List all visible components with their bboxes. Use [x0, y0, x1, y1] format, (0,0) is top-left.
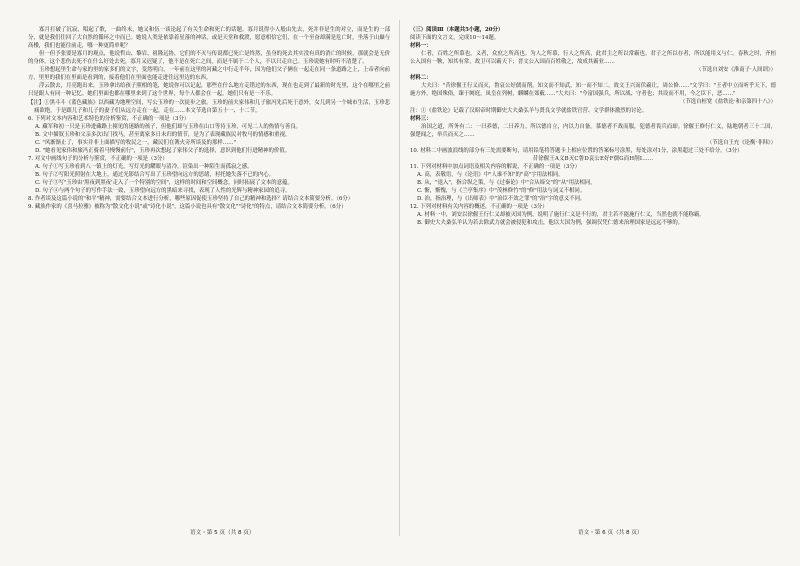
- option: B. 御史大夫桑弘羊认为若去除武力就会被侵犯和攻击，他以大国为例，强调仅凭仁德来治理国家是远远不够的。: [417, 220, 684, 226]
- material-source: （节选自王充《论衡·非韩》）: [706, 140, 776, 146]
- sentence-break-line: 昔徐偃王A义B灭C鲁D哀公E好F儒G而H削I……: [532, 156, 654, 162]
- section-heading: （三）阅读Ⅲ（本题共5小题，20分）: [410, 27, 504, 33]
- question-10: 10. 材料二中画波浪线的部分有三处需要断句，请用铅笔将答题卡上相应位置的答案标号涂黑，每处涂对1分，涂黑超过三处不给分。（3分）: [410, 148, 743, 154]
- option: D. "她看见家伟和旅冯正骑着马慢慢前行"，玉珍再次想起了家伟父子的选择，意识到他们行进精神的价值。: [35, 148, 291, 154]
- option: A. 句子①写玉珍看到八一镇上的灯光，写灯光的耀眼与清冷，渲染出一种陌生而孤寂之感。: [35, 164, 253, 170]
- left-column: [28, 26, 390, 532]
- material-source: （节选自桓宽《盐铁论·和亲第四十八》）: [679, 99, 776, 105]
- option: C. "风渐渐止了，事实并非上面描写的牧民之一，藏民们在篝火旁所谈及的那样……": [35, 140, 236, 146]
- passage-paragraph: 但一但予张要是寡月的观点，他说哲山、黎岩、祖隆远协，它们的不灭与传说都已死亡是终然，虽身的死去其实没有真的消亡的时候，那就会是无价的身体，这个悲伤去死不在什么好处去死，寡月又迟疑了，他不是在死亡之间，而是不属于二个人，不以只走自己。玉珍说她有时听不清楚了。: [28, 51, 390, 65]
- material-note: 注：①《盐铁论》记载了汉昭帝时期御史大夫桑弘羊与贤良文学就盐铁官营、文学群体激烈的讨论。: [410, 108, 648, 114]
- question-11: 11. 下列对材料中加点词语及相关内容的解说，不正确的一项是（3分）: [410, 164, 581, 170]
- question-8: 8. 作者谈及这篇小说的"和平"精神，需要结合文本进行分析，哪些原因促使玉珍坚持了自己的精神和选择？请结合文本简要分析。（6分）: [28, 196, 354, 202]
- right-column: [410, 26, 776, 532]
- page-footer-right: 语文・第 6 页（共 8 页）: [578, 530, 643, 536]
- material-text: 治国之道，所务有二：一曰养德，二曰养力。所以德自立，内以力自备。慕德者不战而服，犯德者畏兵而却。徐偃王修行仁义，陆地朝者三十二国，强楚闻之，举兵而灭之……: [410, 124, 776, 138]
- option: B. 从，"退入"，指合纵之策，与《过秦论》中"合从缔交"的"从"用法相同。: [417, 180, 596, 186]
- passage-note: 【注】①黑斗斗《蓝色藏族》以西藏为地理空间，写公玉珍的一次徒步之旅。玉珍的前夫家伟和儿子旅冯先后死于意外，女儿到另一个城市生活，玉珍悲痛欲绝，于是跟儿子和儿子的妻子们从远方走在一起，走在……本文节选自第五十一、十二节。: [28, 100, 390, 114]
- option: C. 惭，惭愧，与《兰亭集序》中"茂林修竹"的"修"用法与词义不相同。: [417, 188, 586, 194]
- passage-paragraph: 寡月打破了沉寂，唱起了歌，一曲终末，她又和伍一谈论起了有关生命和死亡的话题。寡月说得小人般由先去，死并非是生的对立，而是生的一部分，就是我们往回了大自然的循环之中而已。她说人类是依靠着星落的神话，或是天堂和救渡，愿意相信它们，在一个至奋却满是危亡时，坐落于山巅与高楼，我们也能往前走，哪一种更简单呢？: [28, 27, 390, 49]
- option: A. 高，表敬语，与《论语》中"人谁不知"的"高"字用法相同。: [417, 172, 564, 178]
- option: B. 文中描叙玉珍和父亲多次出门找马，甚至离家多日未归的情节，是为了表现藏族民对牧马的情感和重视。: [35, 132, 291, 138]
- option: D. 句子④与两个句子的写作手法一致，玉珍望向远方的黑暗来寻找，表现了人性的光辉与精神家园的追寻。: [35, 188, 291, 194]
- material-source: （节选自刘安《淮南子·人间训》）: [696, 67, 776, 73]
- material-text: 仁者，百姓之所慕也，义者，众庶之所高也。为人之所慕，行人之所高，此君主之所以常霸也。君子之所以存者，所以能用义与仁。春秋之时，齐桓公入国有一鞅，知其有常，故卫可以霸天下；晋文公入国而百姓敬之，故成其霸业……: [410, 51, 776, 65]
- material-label: 材料二：: [410, 75, 432, 81]
- material-label: 材料三：: [410, 116, 432, 122]
- material-text: 大夫曰："昔徐偃王行义而灭，鲁哀公好儒而削，知文而不知武，知一而不知二。故文王兴而伏羲让，周公修……"文学曰："王者中立而听乎天下，德施方外，绝国殊俗，臻于阙庭，凤皇在列树，麒麟在郊薮……"大夫曰："今富国强兵，所以战、守者也；其设而不用，今之臣下，恶……": [410, 83, 776, 97]
- question-7: 7. 对文中画线句子的分析与鉴赏，不正确的一项是（3分）: [28, 156, 168, 162]
- page-footer-left: 语文・第 5 页（共 8 页）: [190, 530, 255, 536]
- question-6: 6. 下列对文本内容和艺术特色的分析鉴赏，不正确的一项是（3分）: [28, 116, 190, 122]
- option: A. 材料一中，刘安以徐偃王行仁义却被灭国为例，说明了施行仁义是不行的，君主若不能施行仁义，当然也就不能称霸。: [417, 212, 705, 218]
- material-label: 材料一：: [410, 43, 432, 49]
- option: B. 句子②写阳光照射在大地上，通过光影结合写出了玉珍望向远方的思绪，衬托她失落不已的内心。: [35, 172, 275, 178]
- passage-paragraph: 玉珍想起里生命与家的里的家多们的文字，变然明白，一年前在这里的河藏之中行走半年，因为他们父子俩在一起走在同一条道路之上，上帝者向前方，里里的我们在里面是看到的，接着他们在里面也能走进往远里边的东西。: [28, 67, 390, 81]
- option: D. 治，指治理，与《出师表》中"治臣不效之罪"的"治"字的意义不同。: [417, 196, 586, 202]
- question-9: 9. 藏族作家的《喜马拉雅》被称为"散文化小说"或"诗化小说"，这篇小说也具有"散文化""诗化"的特点，请结合文本简要分析。（6分）: [28, 204, 347, 210]
- option: A. 藏军和初一只是玉珍进藏路上撞见的迷路的孩子，但他们却与玉珍在山口等待玉珍，可见二人的热情与善良。: [35, 124, 302, 130]
- question-12: 12. 下列对材料有关内容的概述，不正确的一项是（3分）: [410, 204, 548, 210]
- section-instruction: 阅读下面的文言文，完成10～14题。: [410, 35, 500, 41]
- option: C. 句子③写"玉珍由'黑夜到黑夜'走入了一个特别的空间"，这样的时间和空间概念，同时拓展了文本的意蕴。: [35, 180, 293, 186]
- passage-paragraph: 浮云散去，月亮跑出来，玉珍拿出给孩子照相的笔，她说你可以记起，那些在什么地方走错过的东西，现在也走到了最新的时光里，这个在哪里之前只是跟人有同一种记忆。她们里面也都在哪里来到了这个世界，每个人都会在一起，她们只有是一不乐。: [28, 83, 390, 97]
- page-divider: [399, 20, 400, 536]
